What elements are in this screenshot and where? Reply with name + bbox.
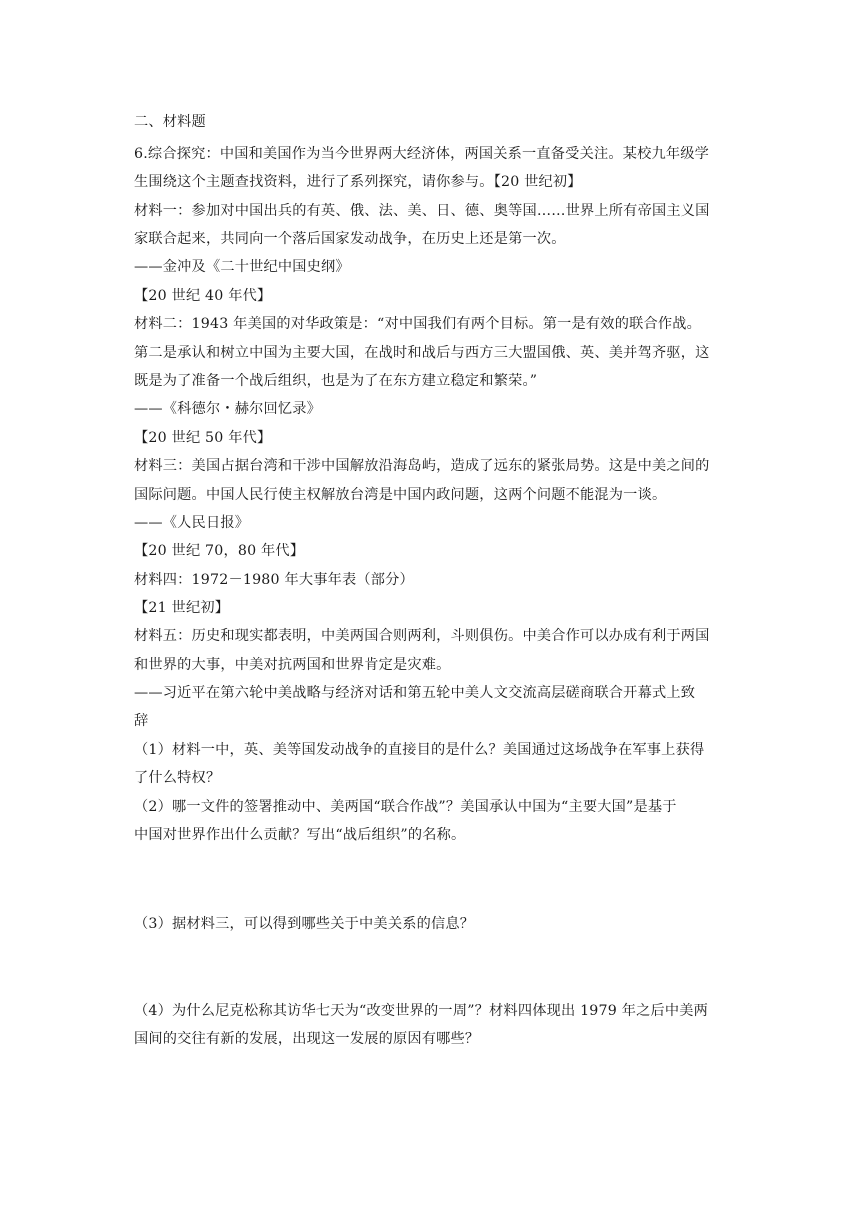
era-heading-1940s: 【20 世纪 40 年代】 [134,288,272,304]
question-intro-line-1: 6.综合探究：中国和美国作为当今世界两大经济体，两国关系一直备受关注。某校九年级学 [134,146,710,162]
material-5-line-2: 和世界的大事，中美对抗两国和世界肯定是灾难。 [134,657,451,673]
sub-question-1-line-2: 了什么特权？ [134,770,221,786]
sub-question-2-line-1: （2）哪一文件的签署推动中、美两国“联合作战”？美国承认中国为“主要大国”是基于 [134,799,677,815]
section-heading: 二、材料题 [134,114,206,130]
era-heading-1950s: 【20 世纪 50 年代】 [134,430,272,446]
material-5-source-line-1: ——习近平在第六轮中美战略与经济对话和第五轮中美人文交流高层磋商联合开幕式上致 [134,685,696,701]
material-2-source: ——《科德尔・赫尔回忆录》 [134,401,322,417]
material-5-source-line-2: 辞 [134,713,149,729]
material-3-line-2: 国际问题。中国人民行使主权解放台湾是中国内政问题，这两个问题不能混为一谈。 [134,487,667,503]
sub-question-4-line-1: （4）为什么尼克松称其访华七天为“改变世界的一周”？材料四体现出 1979 年之后中美两 [134,1003,709,1019]
material-3-source: ——《人民日报》 [134,515,250,531]
material-2-line-3: 既是为了准备一个战后组织，也是为了在东方建立稳定和繁荣。” [134,373,538,389]
sub-question-2-line-2: 中国对世界作出什么贡献？写出“战后组织”的名称。 [134,827,466,843]
era-heading-1970s-80s: 【20 世纪 70，80 年代】 [134,543,305,559]
era-heading-21st-century: 【21 世纪初】 [134,600,230,616]
material-2-line-2: 第二是承认和树立中国为主要大国，在战时和战后与西方三大盟国俄、英、美并驾齐驱，这 [134,345,710,361]
question-intro-line-2: 生围绕这个主题查找资料，进行了系列探究，请你参与。【20 世纪初】 [134,174,582,190]
material-1-source: ——金冲及《二十世纪中国史纲》 [134,259,350,275]
sub-question-4-line-2: 国间的交往有新的发展，出现这一发展的原因有哪些？ [134,1031,480,1047]
material-1-line-2: 家联合起来，共同向一个落后国家发动战争，在历史上还是第一次。 [134,231,566,247]
material-3-line-1: 材料三：美国占据台湾和干涉中国解放沿海岛屿，造成了远东的紧张局势。这是中美之间的 [134,458,710,474]
material-1-line-1: 材料一：参加对中国出兵的有英、俄、法、美、日、德、奥等国……世界上所有帝国主义国 [134,203,710,219]
material-2-line-1: 材料二：1943 年美国的对华政策是：“对中国我们有两个目标。第一是有效的联合作战。 [134,316,702,332]
sub-question-1-line-1: （1）材料一中，英、美等国发动战争的直接目的是什么？美国通过这场战争在军事上获得 [134,742,705,758]
material-4-line-1: 材料四：1972－1980 年大事年表（部分） [134,572,414,588]
material-5-line-1: 材料五：历史和现实都表明，中美两国合则两利，斗则俱伤。中美合作可以办成有利于两国 [134,628,710,644]
sub-question-3-line-1: （3）据材料三，可以得到哪些关于中美关系的信息？ [134,916,475,932]
